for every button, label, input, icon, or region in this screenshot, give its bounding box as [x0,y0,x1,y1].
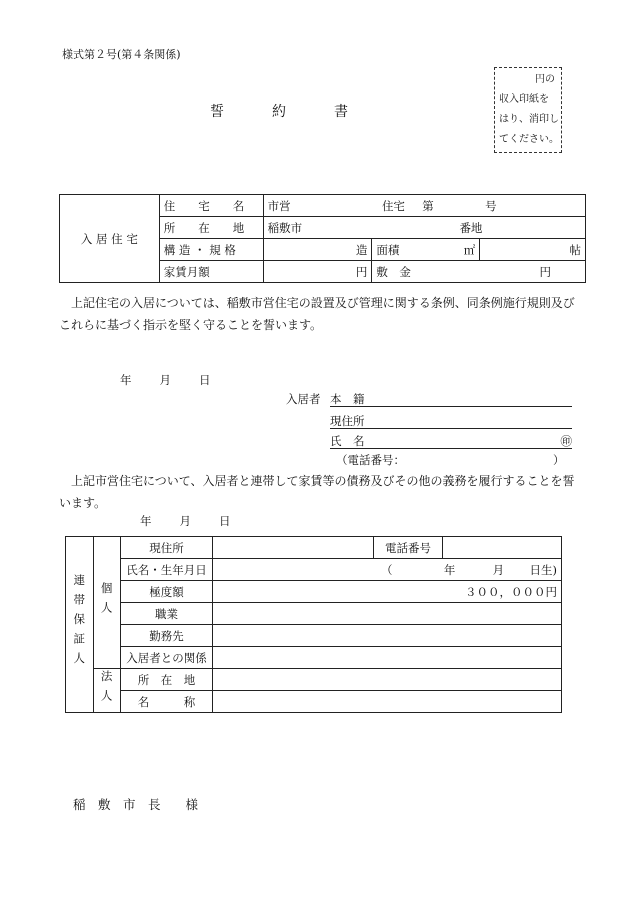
resident-address [330,413,572,429]
pledge-text: 上記住宅の入居については、稲敷市営住宅の設置及び管理に関する条例、同条例施行規則及びこれらに基づく指示を堅く守ることを誓います。 [59,296,575,332]
addressee: 稲 敷 市 長 様 [73,797,199,812]
date-year: 年 [140,514,152,528]
area-cell [372,239,480,261]
corp-name-value [213,691,562,713]
title-char: 書 [334,104,348,120]
date-1 [120,372,211,388]
area-unit: ㎡ [463,242,476,257]
address-label: 現住所 [330,414,365,428]
label-corp-location: 所 在 地 [120,669,213,691]
resident-phone-close: ） [553,453,565,467]
resident-phone [336,452,405,468]
date-2 [140,513,231,529]
date-month: 月 [159,373,171,387]
g-relation-value [213,647,562,669]
phone-label: （電話番号： [336,453,405,467]
guarantor-table [65,536,562,713]
g-address-value [213,537,374,559]
name-label: 氏 名 [330,434,365,448]
honseki-label: 本 籍 [330,392,365,406]
date-year: 年 [120,373,132,387]
g-occupation-value [213,603,562,625]
label-corp-name: 名 称 [120,691,213,713]
label-housing-name: 住 宅 名 [159,195,263,217]
stamp-line: 収入印紙を [499,94,549,105]
revenue-stamp-box [494,67,562,153]
housing-suffix: 号 [485,198,497,213]
location-suffix: 番地 [459,220,483,235]
g-birth-cell [213,559,562,581]
area-label: 面積 [376,242,400,257]
housing-table [59,194,586,283]
form-number: 様式第２号(第４条関係) [62,48,181,61]
resident-honseki [330,391,572,407]
title-char: 約 [272,104,286,120]
stamp-line: てください。 [499,134,559,145]
guarantor-header-text: 連帯保証人 [72,574,87,672]
label-g-limit: 極度額 [120,581,213,603]
g-workplace-value [213,625,562,647]
birth-open: （ [381,562,393,577]
jo-cell: 帖 [480,239,586,261]
label-g-name-birth: 氏名・生年月日 [120,559,213,581]
corporate-text: 法人 [99,669,114,709]
label-g-address: 現住所 [120,537,213,559]
birth-year: 年 [443,562,456,577]
date-month: 月 [179,514,191,528]
rent-cell: 円 [263,261,372,283]
structure-cell: 造 [263,239,372,261]
housing-mid: 住宅 [381,198,405,213]
g-phone-value [442,537,561,559]
deposit-yen: 円 [539,264,551,279]
label-g-relation: 入居者との関係 [120,647,213,669]
seal-mark: ㊞ [560,434,572,448]
birth-day: 日生) [529,562,557,577]
date-day: 日 [219,514,231,528]
resident-name [330,433,572,449]
corporate-header [93,669,120,713]
resident-label: 入居者 [286,392,321,406]
label-structure: 構 造 ・ 規 格 [159,239,263,261]
deposit-cell [372,261,586,283]
deposit-label: 敷 金 [376,264,411,279]
guarantor-main-header [66,537,94,713]
label-g-phone: 電話番号 [374,537,442,559]
label-g-workplace: 勤務先 [120,625,213,647]
stamp-line: はり、消印し [499,114,559,125]
birth-month: 月 [492,562,505,577]
individual-text: 個人 [99,581,114,621]
guarantor-text: 上記市営住宅について、入居者と連帯して家賃等の債務及びその他の義務を履行することを誓います。 [59,474,575,510]
g-limit-value: ３００，０００円 [213,581,562,603]
housing-prefix: 市営 [267,198,291,213]
label-g-occupation: 職業 [120,603,213,625]
date-day: 日 [199,373,211,387]
document-title [210,101,396,121]
location-cell [263,217,585,239]
corp-location-value [213,669,562,691]
stamp-line: 円の [535,74,555,85]
housing-row-header: 入 居 住 宅 [60,195,160,283]
housing-name-cell [263,195,585,217]
title-char: 誓 [210,104,224,120]
location-city: 稲敷市 [267,220,303,235]
individual-header [93,537,120,669]
label-rent: 家賃月額 [159,261,263,283]
housing-dai: 第 [422,198,434,213]
label-location: 所 在 地 [159,217,263,239]
